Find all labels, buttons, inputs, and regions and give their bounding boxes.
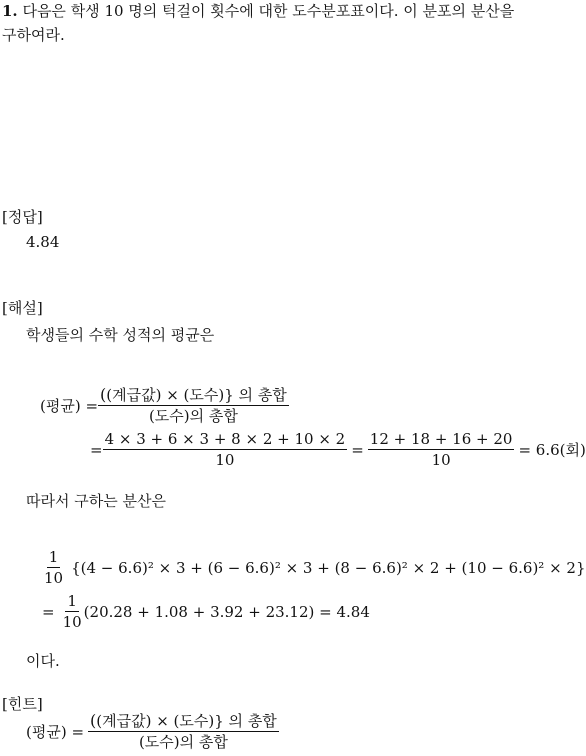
variance-formula-1	[42, 548, 586, 587]
variance-coef-num: 1	[48, 548, 59, 566]
hint-mean-label: (평균) =	[26, 723, 85, 741]
variance-coefficient	[42, 548, 65, 587]
variance-terms: {(4 − 6.6)² × 3 + (6 − 6.6)² × 3 + (8 − 6.6)² × 2 + (10 − 6.6)² × 2}	[71, 558, 586, 577]
variance-equals: =	[42, 602, 55, 621]
hint-numerator-text: (계급값) × (도수)} 의 총합	[96, 712, 277, 730]
question-text-2: 구하여라.	[2, 26, 65, 44]
explanation-label: [해설]	[2, 299, 43, 317]
calc-denominator-2: 10	[431, 451, 451, 469]
variance-coefficient-2	[61, 592, 84, 631]
mean-label: (평균) =	[40, 397, 99, 415]
hint-numerator	[88, 712, 279, 732]
mean-formula	[40, 386, 289, 425]
hint-open-brace-symbol: (	[90, 711, 97, 730]
calc-equals-2: =	[351, 440, 364, 459]
answer-label: [정답]	[2, 208, 43, 226]
mean-numerator	[98, 386, 289, 406]
answer-value: 4.84	[26, 233, 60, 251]
variance-coef2-den: 10	[62, 613, 82, 631]
calc-equals: =	[90, 440, 103, 459]
mean-calculation	[90, 430, 586, 469]
mean-denominator: (도수)의 총합	[148, 407, 238, 425]
calc-fraction-1	[103, 430, 348, 469]
calc-denominator-1: 10	[215, 451, 235, 469]
hint-fraction	[88, 712, 279, 751]
hint-formula	[26, 712, 279, 751]
variance-result: (20.28 + 1.08 + 3.92 + 23.12) = 4.84	[83, 602, 370, 621]
variance-formula-2	[42, 592, 370, 631]
question-line-1	[2, 0, 514, 23]
mean-fraction	[98, 386, 289, 425]
mean-numerator-text: (계급값) × (도수)} 의 총합	[106, 386, 287, 404]
explanation-outro: 이다.	[26, 652, 60, 670]
question-number: 1.	[2, 2, 18, 20]
explanation-intro: 학생들의 수학 성적의 평균은	[26, 326, 215, 344]
open-brace-symbol: (	[100, 385, 107, 404]
calc-result: = 6.6(회)	[518, 441, 586, 459]
variance-intro: 따라서 구하는 분산은	[26, 492, 166, 510]
hint-denominator: (도수)의 총합	[138, 733, 228, 751]
calc-fraction-2	[368, 430, 515, 469]
variance-coef-den: 10	[44, 569, 64, 587]
calc-numerator-1: 4 × 3 + 6 × 3 + 8 × 2 + 10 × 2	[104, 430, 346, 448]
variance-coef2-num: 1	[67, 592, 77, 610]
calc-numerator-2: 12 + 18 + 16 + 20	[369, 430, 513, 448]
question-text-1: 다음은 학생 10 명의 턱걸이 횟수에 대한 도수분포표이다. 이 분포의 분산을	[22, 2, 515, 20]
hint-label: [힌트]	[2, 695, 43, 713]
